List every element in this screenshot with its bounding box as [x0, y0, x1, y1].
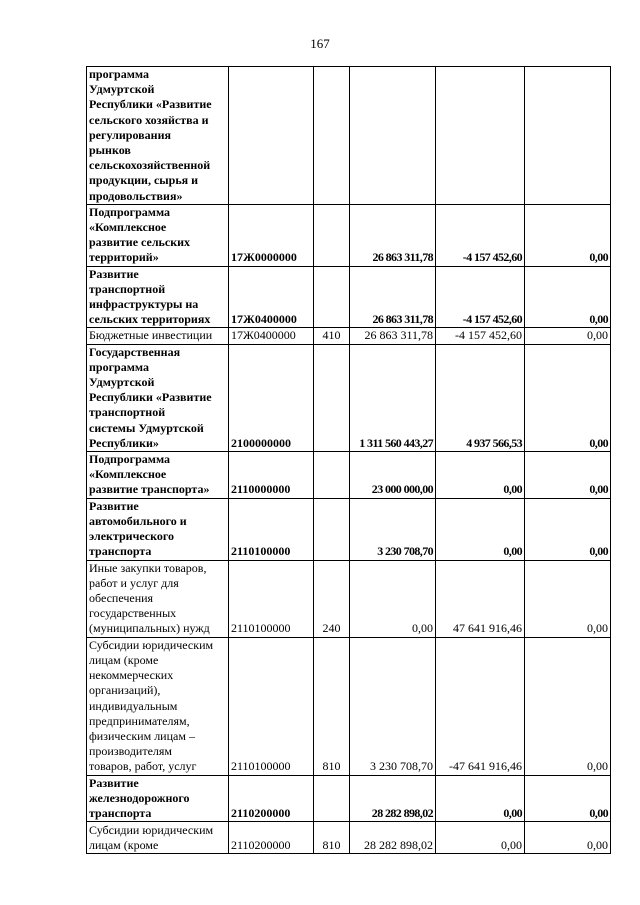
line-item-name-text: Подпрограмма «Комплексное развитие транспорта»: [89, 452, 210, 497]
amount-column-1: 1 311 560 443,27: [350, 344, 436, 451]
amount-column-1: 28 282 898,02: [350, 822, 436, 854]
amount-column-3: 0,00: [525, 637, 611, 775]
line-item-name-text: Развитие железнодорожного транспорта: [89, 775, 190, 820]
amount-column-2: 0,00: [436, 498, 525, 560]
budget-table-body: [87, 67, 611, 854]
line-item-name: [87, 775, 229, 822]
line-item-name-text: программа Удмуртской Республики «Развитие сельского хозяйства и регулирования рынков сельскохозяйственной продукции, сырья и продовольствия»: [89, 67, 212, 203]
table-row: [87, 637, 611, 775]
expense-type-code: 240: [314, 560, 350, 637]
target-article-code: 2110100000: [229, 498, 314, 560]
amount-column-3: 0,00: [525, 344, 611, 451]
table-row: [87, 204, 611, 266]
line-item-name: [87, 637, 229, 775]
table-row: [87, 498, 611, 560]
amount-column-2: 0,00: [436, 822, 525, 854]
target-article-code: 17Ж0000000: [229, 204, 314, 266]
expense-type-code: [314, 266, 350, 328]
line-item-name: [87, 67, 229, 205]
amount-column-2: -4 157 452,60: [436, 204, 525, 266]
amount-column-3: [525, 67, 611, 205]
amount-column-1: 26 863 311,78: [350, 328, 436, 344]
amount-column-1: 26 863 311,78: [350, 204, 436, 266]
amount-column-3: 0,00: [525, 266, 611, 328]
target-article-code: 2110100000: [229, 637, 314, 775]
table-row: [87, 775, 611, 822]
expense-type-code: [314, 204, 350, 266]
table-row: [87, 822, 611, 854]
budget-table: [86, 66, 611, 854]
table-row: [87, 328, 611, 344]
amount-column-1: 3 230 708,70: [350, 637, 436, 775]
amount-column-2: 4 937 566,53: [436, 344, 525, 451]
expense-type-code: [314, 498, 350, 560]
line-item-name: [87, 344, 229, 451]
amount-column-2: 0,00: [436, 452, 525, 499]
line-item-name: [87, 498, 229, 560]
amount-column-2: [436, 67, 525, 205]
amount-column-1: 26 863 311,78: [350, 266, 436, 328]
target-article-code: 2110000000: [229, 452, 314, 499]
amount-column-2: -4 157 452,60: [436, 266, 525, 328]
amount-column-1: [350, 67, 436, 205]
table-row: [87, 452, 611, 499]
line-item-name: [87, 266, 229, 328]
line-item-name-text: Развитие автомобильного и электрического транспорта: [89, 498, 187, 559]
target-article-code: 2110100000: [229, 560, 314, 637]
line-item-name: [87, 204, 229, 266]
amount-column-1: 0,00: [350, 560, 436, 637]
target-article-code: 2100000000: [229, 344, 314, 451]
table-row: [87, 266, 611, 328]
table-row: [87, 344, 611, 451]
target-article-code: 17Ж0400000: [229, 266, 314, 328]
line-item-name-text: Субсидии юридическим лицам (кроме: [89, 822, 214, 852]
target-article-code: 2110200000: [229, 822, 314, 854]
target-article-code: 2110200000: [229, 775, 314, 822]
line-item-name: [87, 560, 229, 637]
amount-column-1: 23 000 000,00: [350, 452, 436, 499]
amount-column-3: 0,00: [525, 775, 611, 822]
line-item-name-text: Субсидии юридическим лицам (кроме некоммерческих организаций), индивидуальным предпринимателям, физическим лицам – производителям товаров, работ, услуг: [89, 637, 214, 774]
amount-column-3: 0,00: [525, 452, 611, 499]
line-item-name-text: Подпрограмма «Комплексное развитие сельских территорий»: [89, 204, 191, 265]
expense-type-code: [314, 775, 350, 822]
line-item-name-text: Бюджетные инвестиции: [89, 328, 213, 343]
expense-type-code: 810: [314, 637, 350, 775]
amount-column-1: 3 230 708,70: [350, 498, 436, 560]
amount-column-3: 0,00: [525, 204, 611, 266]
expense-type-code: [314, 67, 350, 205]
target-article-code: 17Ж0400000: [229, 328, 314, 344]
amount-column-3: 0,00: [525, 328, 611, 344]
amount-column-2: 0,00: [436, 775, 525, 822]
amount-column-3: 0,00: [525, 560, 611, 637]
line-item-name: [87, 822, 229, 854]
expense-type-code: [314, 452, 350, 499]
amount-column-2: 47 641 916,46: [436, 560, 525, 637]
line-item-name-text: Государственная программа Удмуртской Республики «Развитие транспортной системы Удмуртской Республики»: [89, 344, 212, 450]
line-item-name: [87, 452, 229, 499]
page-number: 167: [310, 36, 330, 51]
amount-column-2: -47 641 916,46: [436, 637, 525, 775]
line-item-name: [87, 328, 229, 344]
table-row: [87, 560, 611, 637]
line-item-name-text: Развитие транспортной инфраструктуры на сельских территориях: [89, 266, 211, 327]
amount-column-3: 0,00: [525, 498, 611, 560]
amount-column-2: -4 157 452,60: [436, 328, 525, 344]
target-article-code: [229, 67, 314, 205]
expense-type-code: 810: [314, 822, 350, 854]
amount-column-3: 0,00: [525, 822, 611, 854]
expense-type-code: [314, 344, 350, 451]
table-row: [87, 67, 611, 205]
amount-column-1: 28 282 898,02: [350, 775, 436, 822]
expense-type-code: 410: [314, 328, 350, 344]
line-item-name-text: Иные закупки товаров, работ и услуг для обеспечения государственных (муниципальных) нужд: [89, 560, 210, 636]
